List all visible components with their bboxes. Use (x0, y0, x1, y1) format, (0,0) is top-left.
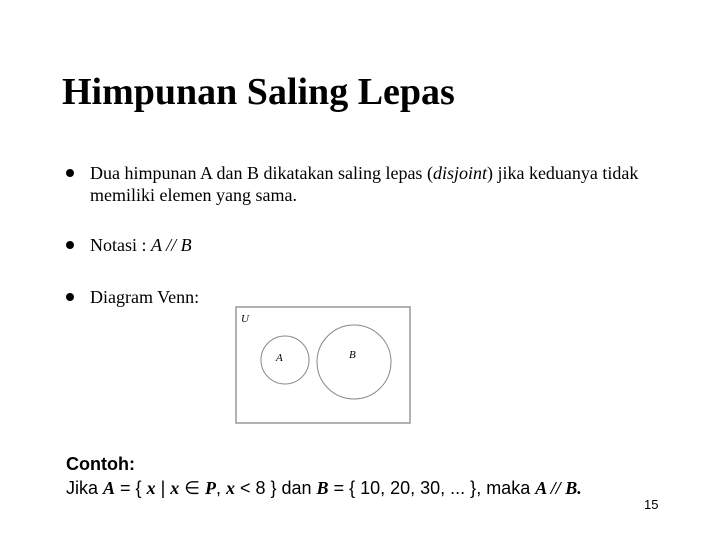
slide-title: Himpunan Saling Lepas (62, 71, 455, 113)
bullet-dot-icon (66, 169, 74, 177)
example-heading: Contoh: (66, 454, 135, 474)
venn-label: Diagram Venn: (90, 287, 200, 307)
bullet-notation (66, 234, 192, 256)
notation-text: Notasi : A // B (90, 235, 192, 255)
bullet-dot-icon (66, 293, 74, 301)
set-a-label: A (276, 352, 283, 364)
bullet-definition (66, 162, 686, 206)
universe-label: U (241, 313, 249, 325)
venn-diagram (235, 306, 411, 424)
bullet-venn (66, 286, 199, 308)
set-b-label: B (349, 349, 356, 361)
example-text: Jika A = { x | x ∈ P, x < 8 } dan B = { 10, 20, 30, ... }, maka A // B. (66, 478, 582, 498)
page-number: 15 (644, 497, 659, 512)
definition-text: Dua himpunan A dan B dikatakan saling lepas (disjoint) jika keduanya tidak memiliki elemen yang sama. (90, 163, 639, 205)
bullet-dot-icon (66, 241, 74, 249)
universe-rect (236, 307, 410, 423)
example-block (66, 452, 582, 500)
